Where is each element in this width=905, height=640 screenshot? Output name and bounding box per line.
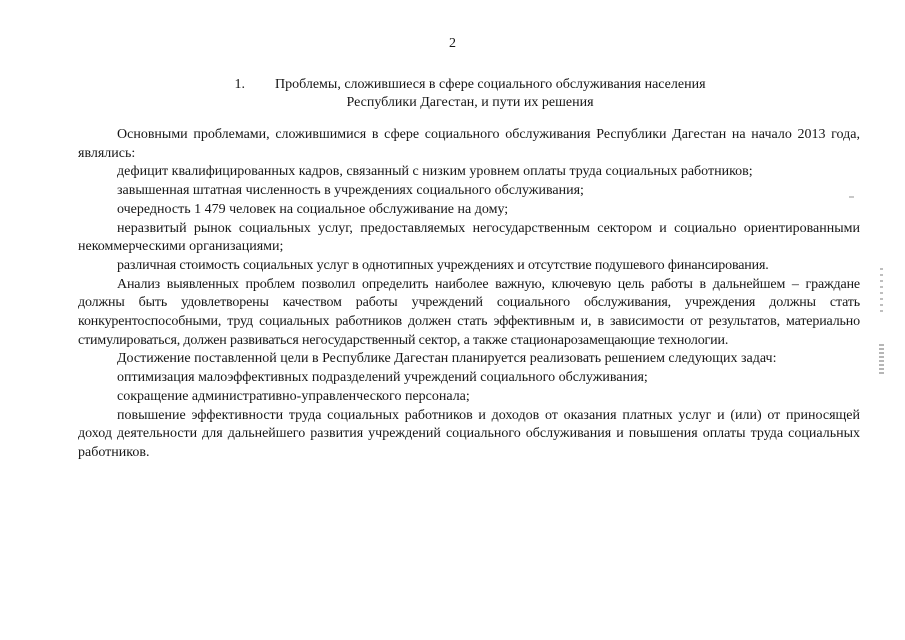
list-item-staff-deficit: дефицит квалифицированных кадров, связанный с низким уровнем оплаты труда социальных работников; (117, 164, 753, 180)
body-text (78, 126, 860, 463)
list-item-optimization: оптимизация малоэффективных подразделений учреждений социального обслуживания; (117, 370, 648, 386)
list-item-admin-reduction: сокращение административно-управленческого персонала; (117, 388, 470, 404)
scan-artifact-mark (849, 196, 854, 198)
list-item-excess-staffing: завышенная штатная численность в учреждениях социального обслуживания; (117, 183, 584, 199)
paragraph-goal: Достижение поставленной цели в Республике Дагестан планируется реализовать решением следующих задач: (117, 351, 777, 367)
list-item-undeveloped-market: неразвитый рынок социальных услуг, предоставляемых негосударственным сектором и социально ориентированными некоммерческими организациями; (78, 220, 860, 255)
list-item-queue: очередность 1 479 человек на социальное обслуживание на дому; (117, 201, 509, 217)
section-title-line-2: Республики Дагестан, и пути их решения (346, 95, 594, 110)
section-title-line-1: Проблемы, сложившиеся в сфере социального обслуживания населения (274, 77, 706, 92)
list-item-efficiency: повышение эффективности труда социальных работников и доходов от оказания платных услуг и (или) от приносящей доход деятельности для дальнейшего развития учреждений социального обслуживания и повышения оплаты труда социальных работников. (78, 407, 860, 460)
paragraph-intro: Основными проблемами, сложившимися в сфере социального обслуживания Республики Дагестан на начало 2013 года, являлись: (78, 127, 860, 161)
section-heading-line-1 (70, 76, 870, 94)
scan-artifact-mark (880, 268, 883, 312)
list-item-cost-differences: различная стоимость социальных услуг в однотипных учреждениях и отсутствие подушевого финансирования. (117, 257, 769, 273)
page-number: 2 (449, 36, 456, 51)
section-heading (70, 76, 870, 112)
paragraph-analysis: Анализ выявленных проблем позволил определить наиболее важную, ключевую цель работы в дальнейшем – граждане должны быть удовлетворены качеством работы учреждений социального обслуживания, учреждения должны стать конкурентоспособными, труд социальных работников должен стать эффективным и, в зависимости от результатов, материально стимулироваться, должен развиваться негосударственный сектор, а также стационарозамещающие технологии. (78, 276, 860, 348)
section-number: 1. (234, 77, 245, 92)
scan-artifact-mark (879, 344, 884, 374)
